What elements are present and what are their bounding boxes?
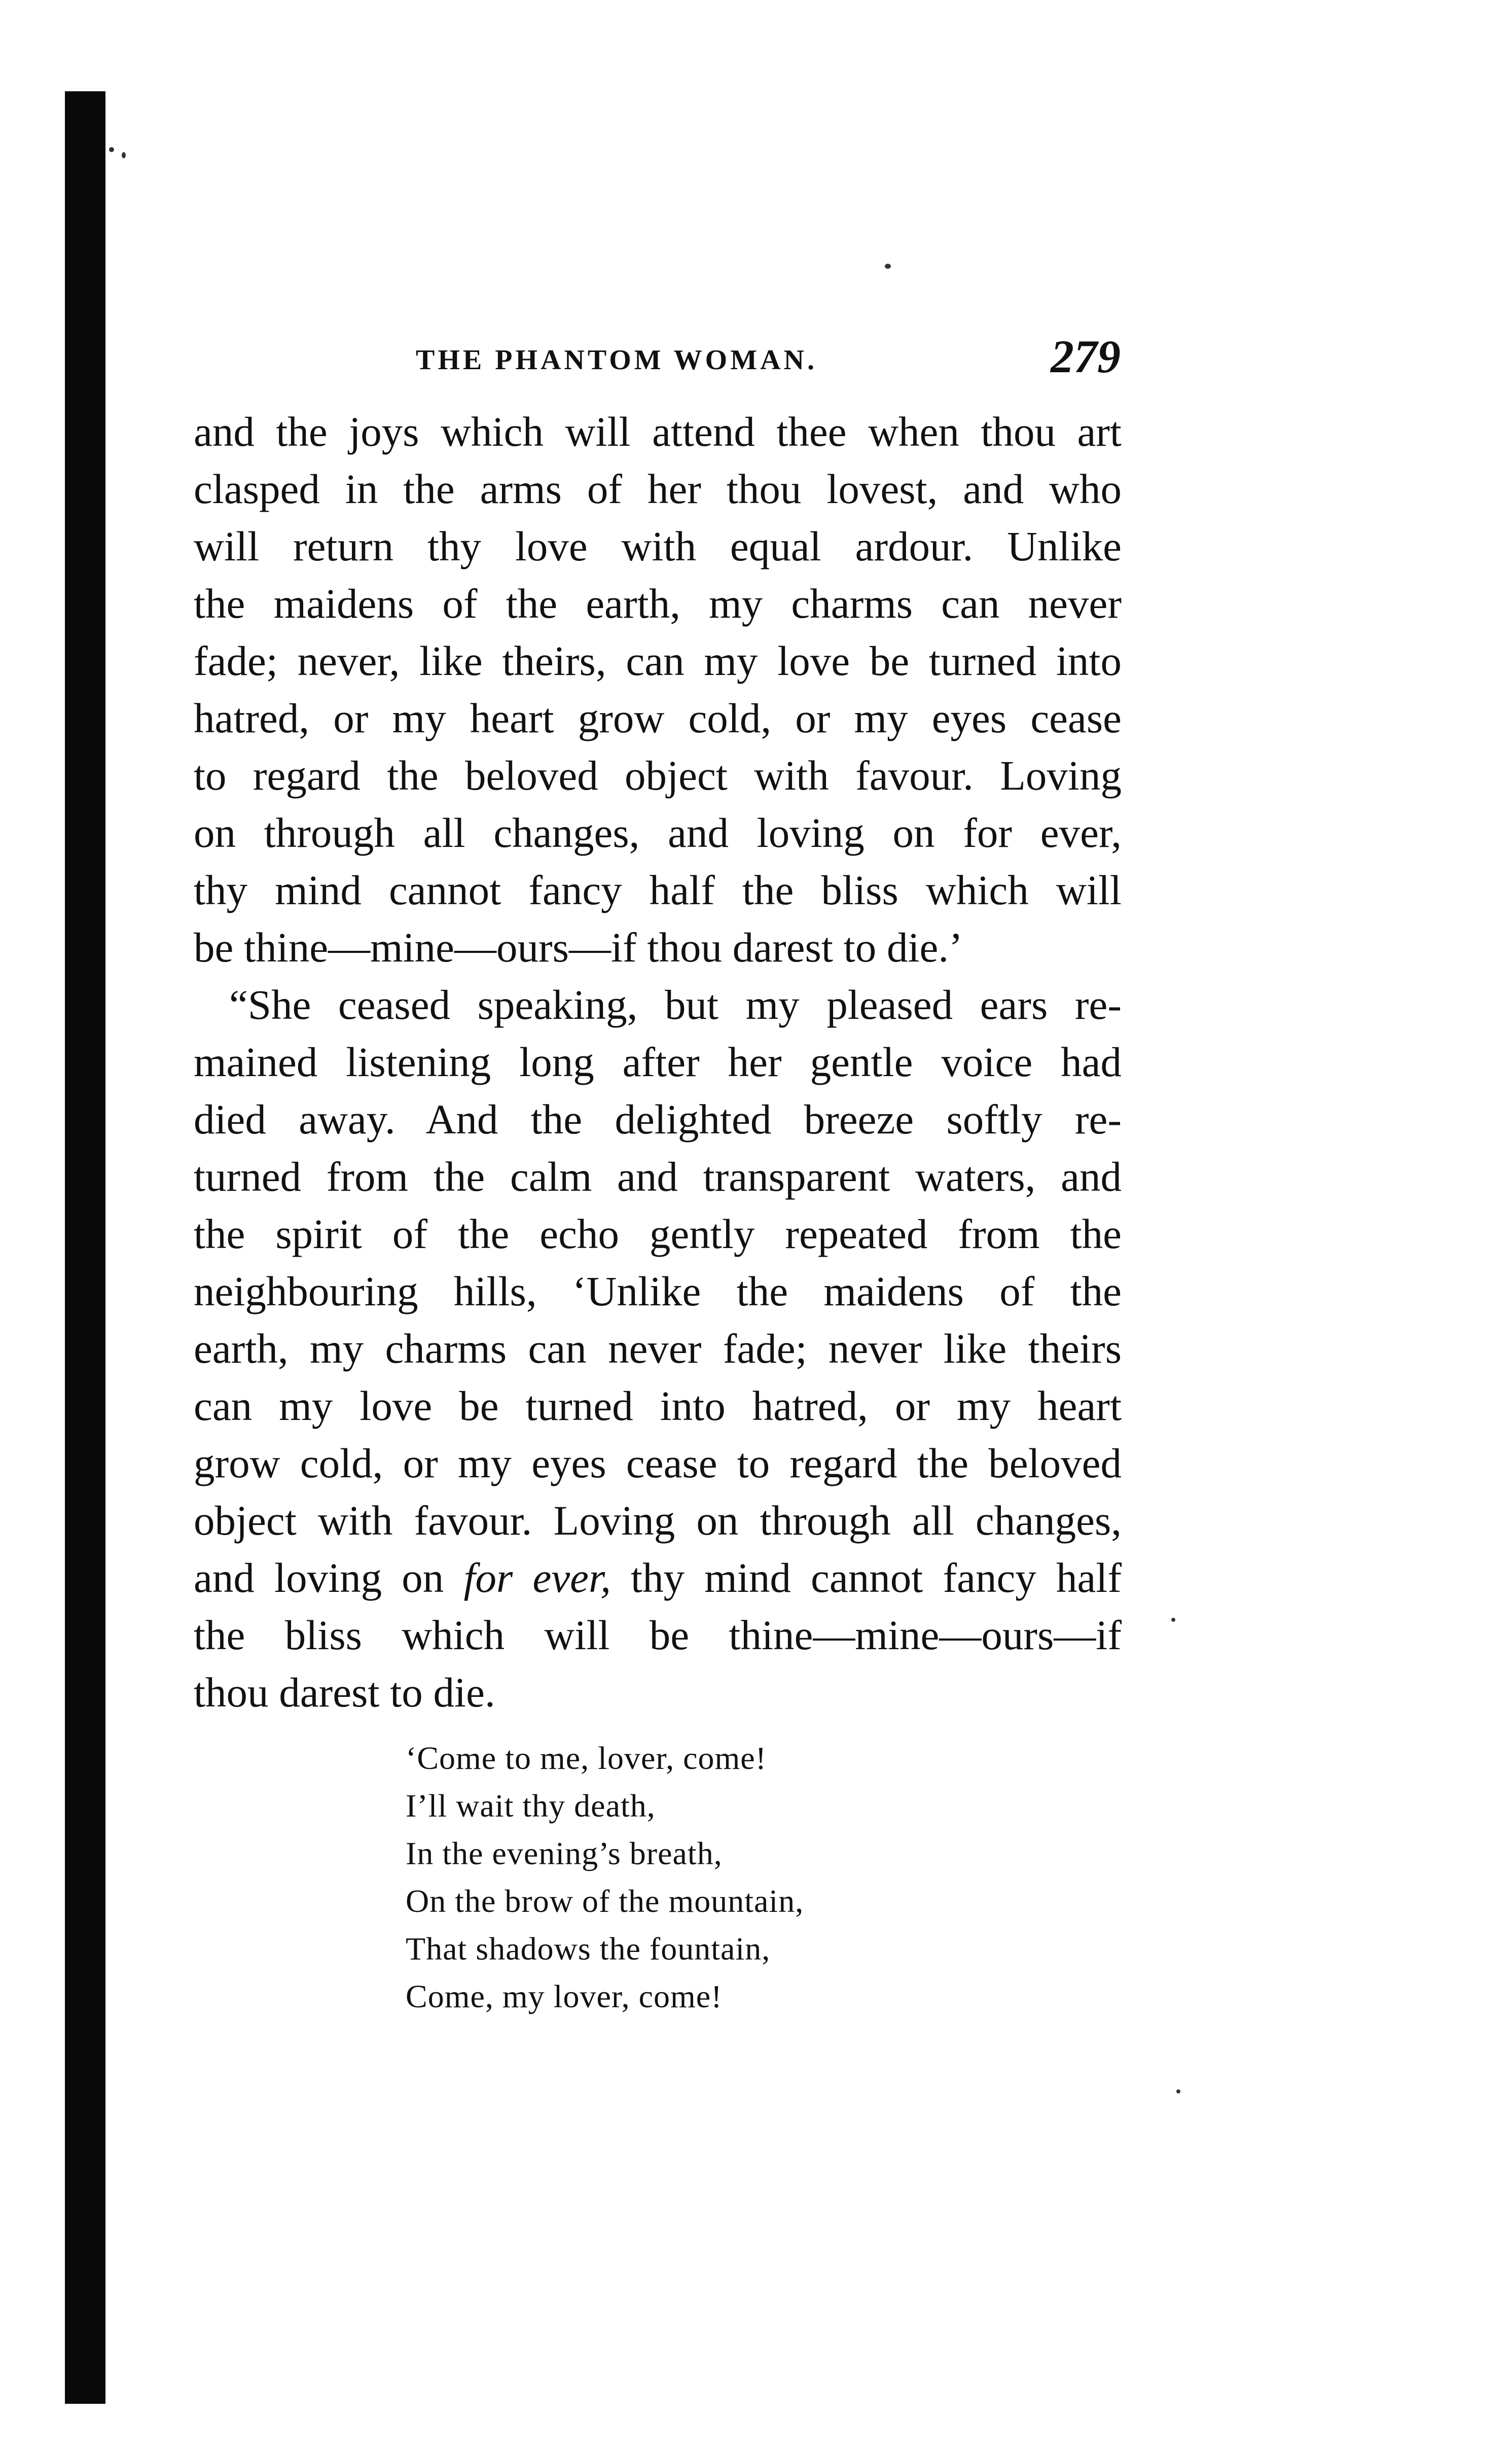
- text-line: died away. And the delighted breeze softly re-: [194, 1096, 1122, 1143]
- text-line: neighbouring hills, ‘Unlike the maidens of the: [194, 1268, 1122, 1314]
- body-text: [194, 403, 1122, 1721]
- text-run: and loving on: [194, 1554, 464, 1601]
- text-line: to regard the beloved object with favour. Loving: [194, 752, 1122, 799]
- ink-speck: [1171, 1618, 1175, 1622]
- poem-line: That shadows the fountain,: [406, 1931, 771, 1967]
- binding-shadow: [65, 91, 105, 2404]
- text-line: on through all changes, and loving on for ever,: [194, 809, 1122, 856]
- text-run: thy mind cannot fancy half: [610, 1554, 1122, 1601]
- text-line: clasped in the arms of her thou lovest, and who: [194, 466, 1122, 512]
- poem-line: I’ll wait thy death,: [406, 1788, 656, 1824]
- text-line: be thine—mine—ours—if thou darest to die.’: [194, 924, 963, 971]
- text-line: the spirit of the echo gently repeated from the: [194, 1211, 1122, 1257]
- text-line: the bliss which will be thine—mine—ours—if: [194, 1612, 1122, 1658]
- poem-line: In the evening’s breath,: [406, 1835, 723, 1871]
- text-line: turned from the calm and transparent waters, and: [194, 1153, 1122, 1200]
- poem-line: On the brow of the mountain,: [406, 1883, 804, 1919]
- running-title: THE PHANTOM WOMAN.: [416, 344, 817, 376]
- ink-speck: [1176, 2089, 1180, 2093]
- running-head: [193, 331, 1121, 396]
- text-line: mained listening long after her gentle voice had: [194, 1039, 1122, 1085]
- text-line: hatred, or my heart grow cold, or my eyes cease: [194, 695, 1122, 741]
- text-line: “She ceased speaking, but my pleased ears re-: [229, 981, 1122, 1028]
- ink-speck: [885, 264, 891, 269]
- text-line: earth, my charms can never fade; never like theirs: [194, 1325, 1122, 1372]
- page-number: 279: [1051, 331, 1121, 382]
- text-line: grow cold, or my eyes cease to regard the beloved: [194, 1440, 1122, 1486]
- text-line: can my love be turned into hatred, or my heart: [194, 1382, 1122, 1429]
- italic-text-run: for ever,: [463, 1554, 611, 1601]
- text-line: the maidens of the earth, my charms can never: [194, 580, 1122, 627]
- text-line: fade; never, like theirs, can my love be turned into: [194, 637, 1122, 684]
- text-line: thou darest to die.: [194, 1669, 495, 1716]
- text-line: and the joys which will attend thee when thou art: [194, 408, 1122, 455]
- text-line: object with favour. Loving on through all changes,: [194, 1497, 1122, 1544]
- text-line: thy mind cannot fancy half the bliss which will: [194, 867, 1122, 913]
- poem-line: Come, my lover, come!: [406, 1978, 723, 2014]
- poem-line: ‘Come to me, lover, come!: [406, 1740, 767, 1776]
- text-line-with-italic: [194, 1549, 1122, 1607]
- poem-verse: [406, 1734, 1014, 2020]
- ink-speck: [122, 152, 126, 158]
- text-line: will return thy love with equal ardour. Unlike: [194, 523, 1122, 570]
- ink-speck: [109, 147, 114, 152]
